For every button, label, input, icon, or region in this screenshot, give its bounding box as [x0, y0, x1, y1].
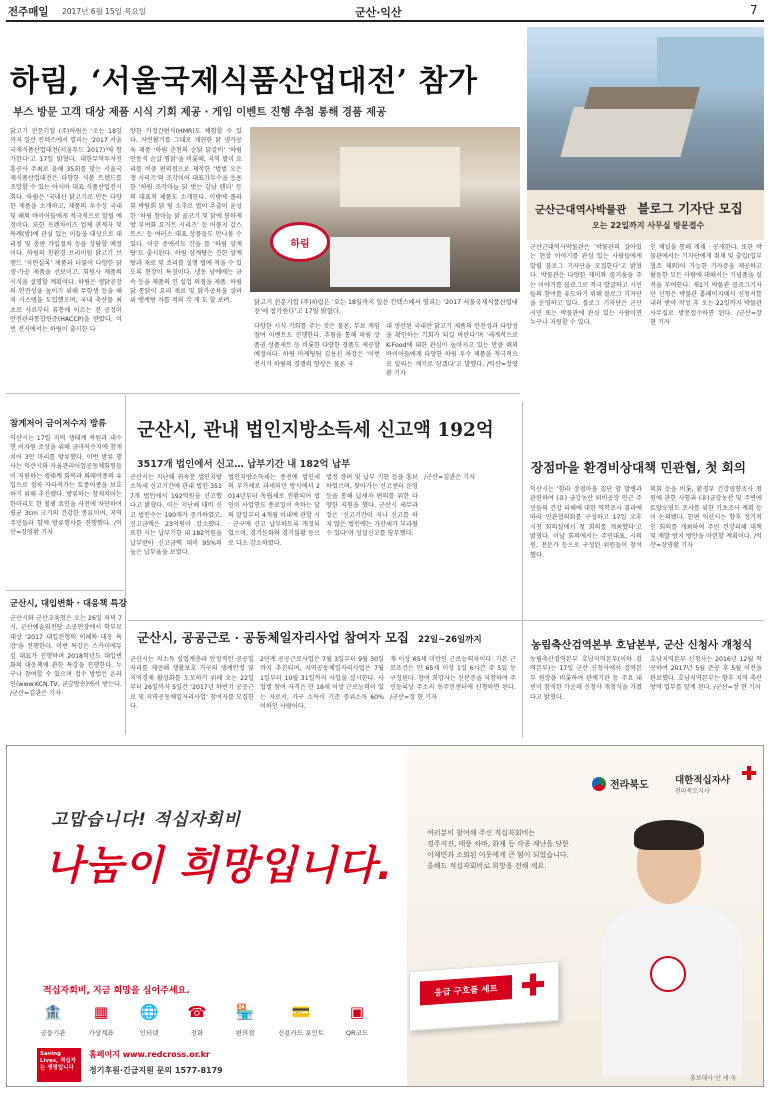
ad-headline-small: 고맙습니다! 적십자회비 [51, 810, 241, 830]
ad-message-line: 경주지진, 태풍 차바, 화재 등 각종 재난을 당한 [427, 840, 569, 848]
redcross-cross-icon [742, 766, 756, 780]
ad-ambassador: 홍보대사 안 재 욱 [690, 1075, 737, 1082]
job-col1: 군산시는 저소득 실업계층과 안정적인 공공일자리를 제공해 생활보호 가구의 생계안정 및 지역경제 활성화를 도모하기 위해 오는 22일부터 26일까지 5일간 ‘2017년 하반기 공공근로 및 지역공동체일자리사업’ 참여자를 모집한다. [130, 656, 254, 711]
ad-message [427, 828, 617, 872]
method-label: 가상계좌 [88, 1029, 114, 1037]
method-store [221, 996, 269, 1037]
lead-headline: 하림, ‘서울국제식품산업대전’ 참가 [10, 64, 478, 99]
method-phone [173, 996, 221, 1037]
issue-date: 2017년 6월 15일 목요일 [62, 7, 147, 16]
brief2-title: 군산시, 대입변화 · 대응책 특강 [10, 599, 127, 609]
lead-subhead: 부스 방문 고객 대상 제품 시식 기회 제공 · 게임 이벤트 진행 추첨 통해 경품 제공 [13, 106, 387, 118]
phone-icon: ☎ [187, 1003, 207, 1021]
quarantine-col2: 호남지역본부 신청사는 2016년 12월 착공하여 2017년 5월 준공 후 5월 이전을 완료했다. 호남지역본부는 향후 지역 축산 방역 업무를 맡게 된다. /군산=장 현 기자 [650, 656, 762, 692]
job-col2: 2단계 공공근로사업은 7월 3일부터 9월 30일까지 추진되며, 지역공동체일자리사업은 7월 1일부터 10월 31일까지 사업을 실시한다. 사업별 참여 자격은 만 18세 이상 근로능력이 있는 자로서, 가구 소득이 기준 중위소득 60% 이하인 사람이다. [260, 656, 384, 711]
virtual-account-icon: ▦ [93, 1003, 109, 1021]
internet-icon: 🌐 [139, 1003, 159, 1021]
lead-col2: 양한 가정간편식(HMR)도 체험할 수 있다. 자연활기를 그대로 재현한 닭 냉가공육 제품 ‘하림 춘천의 순닭 닭갈비’ ‘하림 안동식 순살 찜닭’을 비롯해, 지역 별미 요리를 비중 편의점으로 제작한 ‘벌벌 오은쟁 시리즈’와 조각이어 대표가두수을 응용한 ‘하림 조각마늘 닭 벗는 강남 텐더’ 등의 대표적 제품도 소개한다. 이밖에 플라워 박람회 닭 팀 소추로 별이 추출이 윤성한 ‘하림 참마늘 닭 골코기 및 닭에 봉하제방 부여화 요거트 시리즈’ 등 어플지 갑스트스’ 등 여러스 대표 상품들도 만나볼 수 있다. 이곳 중에서도 간을 를 ‘하림 삼계탕’도 출시된다. 하림 삼계탕은 진한 삼계탕과 재료 및 조리를 설명 법에 적을 수 있도록 현장이 특징이다. 냉동 남에에는 금속 등을 제품의 인 실업 의점을 제품. 하림 닭 통닭이 요리 재료 및 닭가공육을 살려 위 앵계탕 자를 적의 각 게 도 합 보려. [130, 128, 242, 305]
lead-col4: 내 생산된 국내산 닭고기 제품의 안전성과 다양성을 확인하는 기회가 되길 바란다’며 ‘세계적으로 K-Food에 대한 관심이 높아지고 있는 만큼 해외 바이어들에게 다양한 하림 우수 제품을 적극적으로 알리는 계기로 삼겠다’고 말했다. /익산=장영환 기자 [386, 323, 518, 378]
divider-3 [128, 620, 764, 621]
redcross-name: 대한적십자사 [675, 775, 731, 786]
redcross-sub: 전라북도지사 [675, 788, 710, 795]
page-header [0, 0, 770, 20]
tax-headline: 군산시, 관내 법인지방소득세 신고액 192억 [137, 420, 494, 441]
header-rule [6, 20, 764, 22]
paper-name: 전주매일 [8, 6, 49, 18]
relief-kit-cross-icon [522, 973, 544, 997]
museum-recruit-box [527, 190, 764, 240]
ad-join-line: 적십자회비, 지금 희망을 심어주세요. [43, 986, 190, 996]
method-qr [333, 996, 381, 1037]
meeting-headline: 장점마을 환경비상대책 민관협, 첫 회의 [531, 460, 746, 475]
meeting-col1: 익산시는 ‘함라 장점마을 집단 암 발병과 관련하여 (유) 금강농산 퇴비공장 인근 주민들의 건강 피해에 대한 역학조사 결과에 따라 민관협의회를 구성하고 17일 오후 시청 회의실에서 첫 회의를 개최했다’고 밝혔다. 이날 회의에서는 주민대표, 시의원, 전문가 등으로 구성된 위원들이 참석했다. [530, 486, 642, 559]
method-label: 신용카드 포인트 [277, 1029, 325, 1037]
tax-col4: /군산=김관은 기자 [424, 474, 476, 481]
ad-org-redcross [675, 772, 730, 795]
recruit-title: 블로그 기자단 모집 [637, 201, 743, 216]
relief-kit-box [409, 961, 559, 1031]
meeting-col2: 의회 등을 비롯, 환경부 건강영향조사 청원에 관한 사항과 (유)금강농산 및 주변에 토양오염도 조사를 위한 기초조사 계획 등이 논의됐다. 한편 익산시는 향후 정기적인 회의를 개최하여 주민 건강피해 대책 및 재발 방지 방안을 마련할 계획이다. /익산=장영환 기자 [650, 486, 762, 550]
divider-left-v [125, 395, 126, 735]
qr-code-icon: ▣ [349, 1003, 365, 1021]
brief1-title: 참게저어 금어저수지 방류 [10, 419, 107, 429]
bank-icon: 🏦 [43, 1003, 63, 1021]
credit-card-icon: 💳 [291, 1003, 311, 1021]
booth-sign: 하림 [270, 222, 330, 262]
job-headline: 군산시, 공공근로 · 공동체일자리사업 참여자 모집 [137, 630, 409, 645]
museum-box-sub: 오는 22일까지 사무실 방문접수 [592, 221, 705, 230]
ambassador-hair [634, 820, 704, 850]
method-internet [125, 996, 173, 1037]
harbor-water [657, 37, 764, 87]
booth-counter [330, 237, 450, 287]
lead-photo-caption: 닭고기 전문기업 (주)하림은 ‘오는 18일까지 일산 킨텍스에서 열리는 ‘2017 서울국제식품산업대전’에 참가한다’고 17일 밝혔다. [254, 299, 518, 315]
method-label: 인터넷 [139, 1029, 159, 1037]
method-label: 전화 [190, 1029, 204, 1037]
quarantine-col1: 농림축산검역본부 호남지역본부(이하 검역본부)는 17일 군산 신청사에서 검역본부 원장을 비롯하여 관계기관 등 주요 내빈이 참석한 가운데 신청사 개청식을 가졌다고 밝혔다. [530, 656, 642, 701]
method-bank [29, 996, 77, 1037]
divider-1 [6, 393, 520, 394]
ad-message-line: 올해도 적십자회비로 희망을 전해 세요. [427, 862, 547, 870]
divider-2 [6, 590, 124, 591]
ad-message-line: 여러분이 참여해 주신 적십자회비는 [427, 829, 536, 837]
method-label: 편의점 [235, 1029, 255, 1037]
lead-col3: 다양한 시식 기회를 주는 것은 물론, 무료 게임 참여 이벤트도 진행한다. 추첨을 통해 하림 상품권 상품세트 등 비롯한 다양한 경품도 제공할 예정이다. 하림 마케팅팀 김용신 차장은 ‘이번 전시가 하림의 경쟁력 향상은 물론 국 [254, 323, 380, 368]
brief1-body: 익산시는 17일 지역 생태계 복원과 내수면 어자원 조성을 위해 금마저수지에 참게치어 3만 마리를 방류했다. 이번 방류 행사는 익산시와 자율관리어업공동체회원들이 지원하는 생태계 회복과 외래어종의 유입으로 점차 사라져가는 토종어종을 보호하기 위해 추진됐다. 방류하는 참게치어는 한마리도 한 질병 요인을 사전에 차단하여 평균 3cm 크기의 건강한 종묘이며, 지역 주민들과 함께 방류행사를 진행했다. /익산=장영환 기자 [10, 435, 122, 537]
booth-wall [340, 147, 460, 207]
lead-photo [250, 127, 520, 292]
museum-building [560, 107, 693, 157]
quarantine-headline: 농림축산검역본부 호남본부, 군산 신청사 개청식 [531, 639, 753, 651]
donation-methods [29, 996, 381, 1037]
section-name: 군산·익산 [355, 6, 402, 19]
ambassador-figure [592, 816, 752, 1076]
museum-photo [527, 27, 764, 190]
job-col3: 재 이상 65세 미만인 근로능력자이다. 기본 근로조건은 만 65세 이상 1일 6시간 주 5일 등 구성된다. 참여 희망자는 신분증을 지참하여 주민등록상 주소지 동주민센터에 신청하면 된다. /군산=장 현 기자 [390, 656, 516, 701]
museum-box-title [535, 198, 743, 217]
ad-homepage[interactable]: 홈페이지 www.redcross.or.kr [89, 1050, 210, 1059]
redcross-ad [6, 745, 764, 1087]
jeonbuk-name: 전라북도 [610, 780, 649, 791]
method-label: 금융기관 [40, 1029, 66, 1037]
page-number: 7 [750, 3, 758, 17]
method-card [269, 996, 333, 1037]
divider-right-v [522, 402, 523, 737]
method-label: QR코드 [345, 1029, 369, 1037]
jeonbuk-logo-icon [592, 777, 606, 791]
tax-col2: 법인지방소득세는 종전에 법인세의 부가세로 과세되던 방식에서 2014년부터 독립세로 전환되어 법인이 사업연도 종료일이 속하는 달의 말일부터 4개월 이내에 관할 시 · 군구에 신고 납부하도록 개정되었으며, 경기둔화와 경기불황 등으로 다소 감소하였다. [228, 474, 320, 547]
lead-col1: 닭고기 전문기업 (주)하림은 ‘오는 18일까지 일산 킨텍스에서 열리는 ‘2017 서울국제식품산업대전(서울푸드 2017)’에 참가한다’고 17일 밝혔다. 대한무역투자진흥공사 주최로 올해 35회를 맞는 서울국제식품산업대전은 다양한 식품 트렌드를 조망할 수 있는 아시아 대표 식품산업전시회다. 하림은 ‘국내산 닭고기로 만든 다양한 제품을 소개하고, 제품의 우수성 국내 및 해외 바이어들에게 적극적으로 알릴 예정이다. 또한 프렌차이즈 업체 관계자 및 특례(방)에 관심 있는 이들을 대상으로 대리점 및 총판 가입절차 등을 상담할 예정이다. 하림의 친환경 프리미엄 닭고기 브랜드 ‘자연실록’ 제품과 더불어 다양한 닭생·가공 제품을 선보이고, 회원사 제품의 시식을 설명할 계획이다. 하림은 생닭공장의 안전성을 높이기 위해 무항생 등을 해치 시스템을 도입했으며, 국내 축산물 최초로 사료부터 유통에 이르는 전 공정이 안전관리통합인증(HACCP)을 받았다. 이번 전시에서는 하림이 출시한 다 [10, 128, 122, 333]
ad-message-line: 이재민과 소외된 이웃에게 큰 힘이 되었습니다. [427, 851, 569, 859]
museum-col1: 군산근대역사박물관은 ‘박물관의 살아있는 현장 이야기를 관심 있는 사람들에게 알릴 블로그 기자단을 모집한다’고 밝혔다. 박물관은 다양한 재미와 즐거움을 주는 이야기를 블로그로 적극 발굴하고 시민들의 참여를 유도하기 위해 블로그 기자단을 운영하고 있다. 블로그 기자단은 군산시민 또는 박물관에 관심 있는 사람이면 누구나 지원할 수 있다. [530, 244, 642, 327]
method-virtual [77, 996, 125, 1037]
brief2-body: 군산시와 군산교육청은 오는 26일 저녁 7시, 군산예술의전당 소공연장에서 학부모 대상 ‘2017 대입전형의 이해와 대응 특강’을 진행한다. 이번 특강은 스카이에듀 김 대표가 진행하며 2018학년도 대입변화의 대응책에 관한 특강을 진행한다. 누구나 참여할 수 있으며 접수 방법은 온라인(www.KCN.TV, 금강방송)에서 받는다. /군산=김관은 기자 [10, 615, 122, 698]
museum-roof [584, 87, 700, 109]
ambassador-badge [650, 956, 686, 992]
relief-kit-label: 응급 구호품 세트 [420, 975, 512, 1005]
job-period: 22일~26일까지 [418, 635, 482, 645]
tax-col1: 군산시는 지난해 귀속분 법인지방소득세 신고기간에 관내 법인 3517개 법인에서 192억원을 신고했다고 밝혔다. 이는 지난해 대비 신고 법인수는 190개가 증가하였고, 신고금액은 23억원이 감소했다. 또한 시는 납부기한 내 182억원을 납부받아 신고금액 대비 95%의 높은 납부율을 보였다. [130, 474, 222, 557]
museum-col2: 인 채널을 통해 게재 · 공개한다. 또한 박물관에서는 기자단에게 취재 및 출입(입부 협조 제외)이 가능한 기자증을 제공하고 활동한 모든 사람에 대해서는 기념품을 실적을 부여한다. 제1기 박물관 블로그기자단 신청은 박물관 홈페이지에서 신청서를 내려 받아 작성 후 오는 22일까지 박물관 사무실로 방문접수하면 된다. /군산=장 현 기자 [650, 244, 762, 327]
ad-hotline: 정기후원·긴급지원 문의 1577-8179 [89, 1066, 223, 1075]
saving-lives-box: Saving Lives, 적십자는 생명입니다 [37, 1048, 81, 1082]
ad-org-jeonbuk [592, 776, 649, 791]
tax-col3: 법정 장려 및 납부 기한 등을 홍보하였으며, 찾아가는 신고센터 운영 등을 통해 납세자 편의를 위한 다양한 지원을 했다. 군산시 세무과장은 ‘신고기간이 지나 신고를 하지 않은 법인에는 가산세가 부과될 수 있다’며 성실신고를 당부했다. [326, 474, 418, 538]
job-headline-wrap [137, 627, 482, 646]
convenience-store-icon: 🏪 [235, 1003, 255, 1021]
museum-name: 군산근대역사박물관 [535, 204, 627, 216]
tax-subhead: 3517개 법인에서 신고… 납부기간 내 182억 납부 [137, 459, 351, 470]
ad-headline-big: 나눔이 희망입니다. [45, 843, 394, 889]
